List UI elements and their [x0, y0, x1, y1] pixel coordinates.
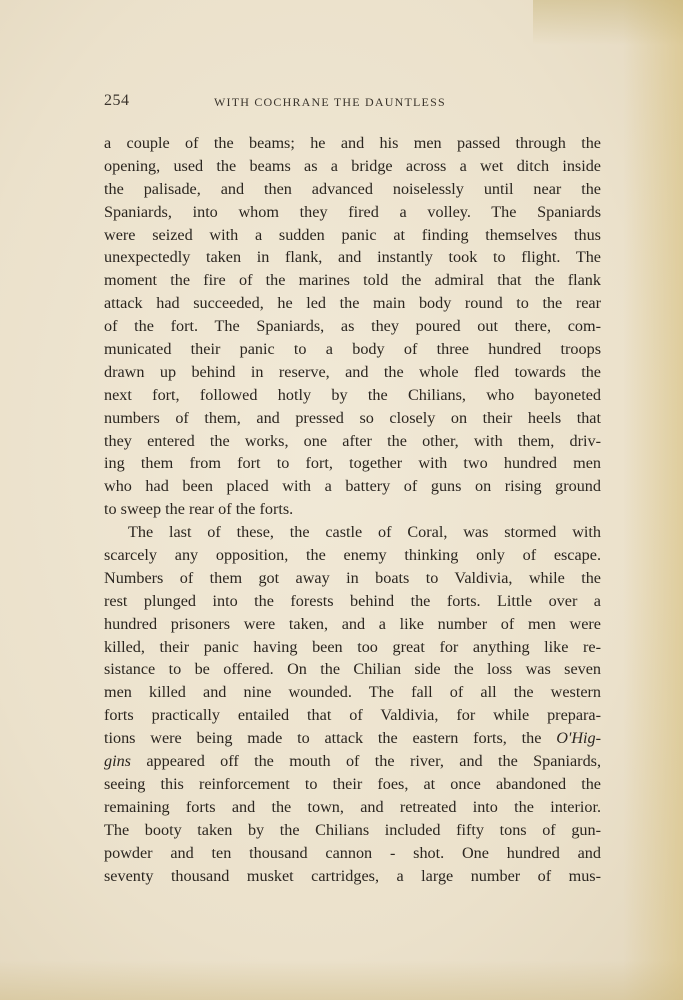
text-line: they entered the works, one after the other, with them, driv- [104, 431, 601, 450]
text-line: of the fort. The Spaniards, as they poured out there, com- [104, 317, 601, 336]
page-edge-right [623, 0, 683, 1000]
text-line: numbers of them, and pressed so closely on their heels that [104, 408, 601, 427]
text-line: rest plunged into the forests behind the forts. Little over a [104, 591, 601, 610]
text-line: forts practically entailed that of Valdivia, for while prepara- [104, 706, 601, 725]
running-head: WITH COCHRANE THE DAUNTLESS [214, 95, 446, 109]
text-line: opening, used the beams as a bridge across a wet ditch inside [104, 156, 601, 175]
page-header [104, 92, 601, 114]
text-line: remaining forts and the town, and retreated into the interior. [104, 797, 601, 816]
body-text [104, 132, 601, 887]
text-line: a couple of the beams; he and his men passed through the [104, 134, 601, 152]
text-line: seventy thousand musket cartridges, a large number of mus- [104, 866, 601, 885]
text-line: who had been placed with a battery of guns on rising ground [104, 477, 601, 496]
text-line: the palisade, and then advanced noiselessly until near the [104, 179, 601, 198]
text-line: men killed and nine wounded. The fall of all the western [104, 683, 601, 702]
text-line: Numbers of them got away in boats to Valdivia, while the [104, 568, 601, 587]
text-line: drawn up behind in reserve, and the whole fled towards the [104, 362, 601, 381]
text-segment: tions were being made to attack the eastern forts, the [104, 729, 542, 748]
page-number: 254 [104, 92, 130, 109]
text-segment: appeared off the mouth of the river, and the Spaniards, [146, 752, 602, 771]
text-line: powder and ten thousand cannon - shot. One hundred and [104, 843, 601, 862]
page-edge-bottom [0, 960, 683, 1000]
text-line: moment the fire of the marines told the admiral that the flank [104, 271, 601, 290]
text-line: seeing this reinforcement to their foes, at once abandoned the [104, 774, 601, 793]
text-line: killed, their panic having been too great for anything like re- [104, 637, 601, 656]
page-edge-right-top [533, 0, 683, 45]
ship-name-italic: gins [104, 752, 131, 771]
ship-name-italic: O'Hig- [556, 729, 602, 748]
text-line: ing them from fort to fort, together with two hundred men [104, 454, 601, 473]
text-line: The booty taken by the Chilians included fifty tons of gun- [104, 820, 601, 839]
text-line: scarcely any opposition, the enemy thinking only of escape. [104, 546, 601, 565]
text-line: Spaniards, into whom they fired a volley. The Spaniards [104, 202, 601, 221]
text-line: The last of these, the castle of Coral, was stormed with [128, 523, 601, 542]
text-line: attack had succeeded, he led the main body round to the rear [104, 294, 601, 313]
text-line: unexpectedly taken in flank, and instantly took to flight. The [104, 248, 601, 267]
text-line: next fort, followed hotly by the Chilians, who bayoneted [104, 385, 601, 404]
text-line-with-italic [104, 750, 601, 773]
text-line: hundred prisoners were taken, and a like number of men were [104, 614, 601, 633]
text-line: municated their panic to a body of three hundred troops [104, 340, 601, 359]
text-line: to sweep the rear of the forts. [104, 500, 294, 519]
text-line-with-italic [104, 727, 601, 750]
text-line: were seized with a sudden panic at finding themselves thus [104, 225, 601, 244]
text-line: sistance to be offered. On the Chilian side the loss was seven [104, 660, 601, 679]
